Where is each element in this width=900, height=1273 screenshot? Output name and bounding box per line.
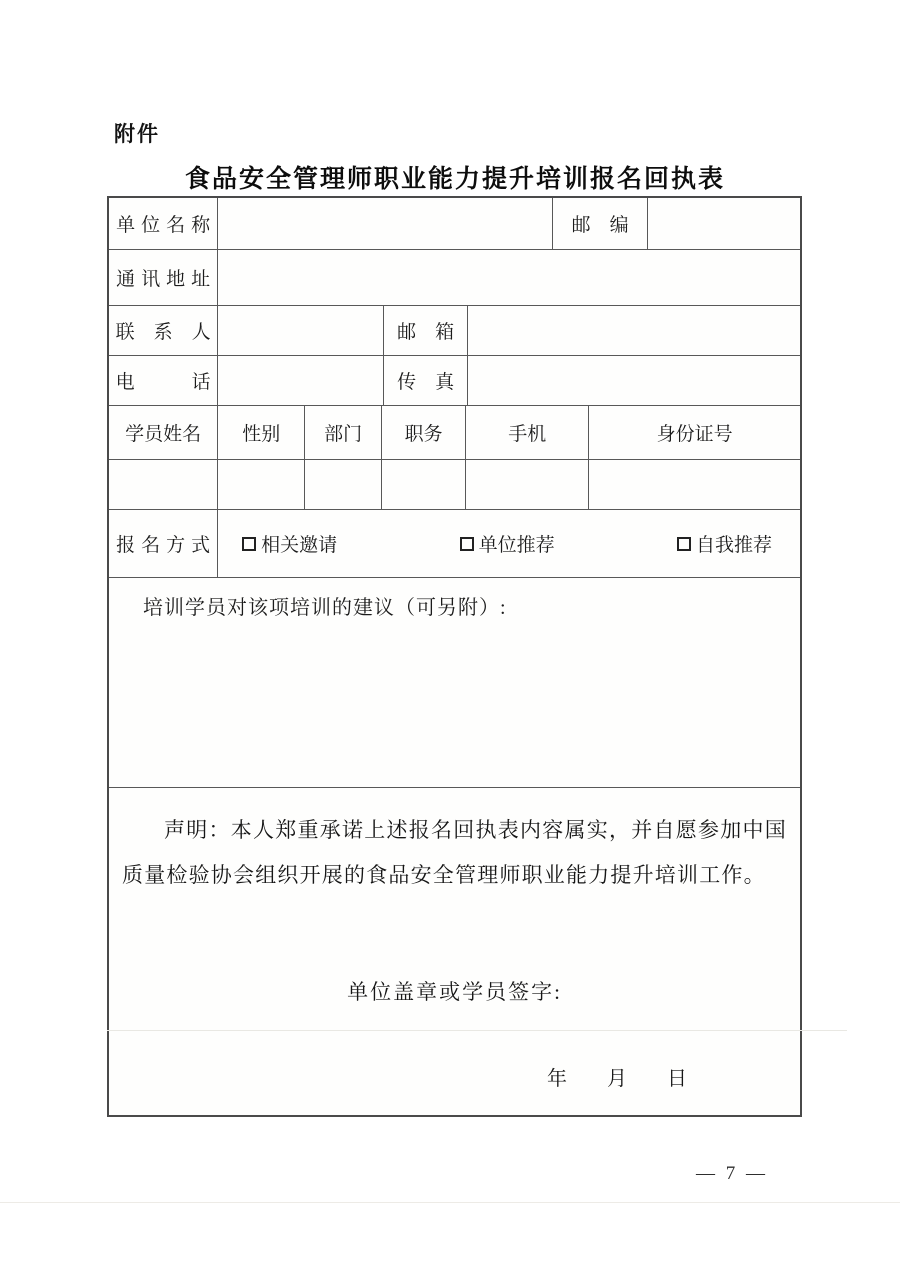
contact-label: 联 系 人 <box>115 322 211 343</box>
checkbox-icon <box>677 537 691 551</box>
mobile-field <box>466 460 589 509</box>
unit-name-field <box>218 198 553 249</box>
registration-method-label-cell <box>109 510 218 577</box>
id-number-field <box>589 460 800 509</box>
address-label: 通讯地址 <box>116 269 217 290</box>
scan-artifact-line <box>107 1030 847 1031</box>
postal-code-label: 邮 编 <box>571 215 629 236</box>
contact-field <box>218 306 384 355</box>
checkbox-icon <box>460 537 474 551</box>
gender-header-cell <box>218 406 305 459</box>
unit-name-label: 单位名称 <box>116 215 217 236</box>
address-field <box>218 250 800 305</box>
declaration-text: 声明：本人郑重承诺上述报名回执表内容属实，并自愿参加中国质量检验协会组织开展的食品安全管理师职业能力提升培训工作。 <box>122 818 787 887</box>
student-name-field <box>109 460 218 509</box>
phone-field <box>218 356 384 405</box>
checkbox-icon <box>242 537 256 551</box>
row-unit-name <box>109 198 800 250</box>
suggestions-cell <box>109 578 800 787</box>
option-related-invitation[interactable] <box>242 530 337 557</box>
registration-options-cell <box>218 510 800 577</box>
option-self-recommendation-label: 自我推荐 <box>695 535 772 556</box>
email-label: 邮 箱 <box>397 322 455 343</box>
scan-artifact-line <box>0 1202 900 1203</box>
position-field <box>382 460 466 509</box>
option-unit-recommendation[interactable] <box>460 530 555 557</box>
postal-code-label-cell <box>553 198 648 249</box>
gender-header: 性别 <box>242 424 281 445</box>
row-contact <box>109 306 800 356</box>
page-number: — 7 — <box>696 1163 768 1184</box>
email-field <box>468 306 800 355</box>
attachment-label: 附件 <box>114 122 160 146</box>
page-title: 食品安全管理师职业能力提升培训报名回执表 <box>184 166 725 193</box>
unit-name-label-cell <box>109 198 218 249</box>
postal-code-field <box>648 198 800 249</box>
email-label-cell <box>384 306 468 355</box>
fax-field <box>468 356 800 405</box>
registration-method-label: 报名方式 <box>116 535 217 556</box>
gender-field <box>218 460 305 509</box>
row-declaration <box>109 788 800 1115</box>
department-header: 部门 <box>324 424 363 445</box>
address-label-cell <box>109 250 218 305</box>
id-number-header: 身份证号 <box>656 424 733 445</box>
option-related-invitation-label: 相关邀请 <box>261 535 338 556</box>
registration-form-table <box>107 196 802 1117</box>
option-unit-recommendation-label: 单位推荐 <box>478 535 555 556</box>
row-suggestions <box>109 578 800 788</box>
department-header-cell <box>305 406 382 459</box>
fax-label: 传 真 <box>397 372 455 393</box>
signature-label: 单位盖章或学员签字: <box>347 980 562 1004</box>
declaration-cell <box>109 788 800 1115</box>
student-name-header-cell <box>109 406 218 459</box>
position-header-cell <box>382 406 466 459</box>
row-phone <box>109 356 800 406</box>
mobile-header: 手机 <box>508 424 547 445</box>
phone-label-cell <box>109 356 218 405</box>
fax-label-cell <box>384 356 468 405</box>
mobile-header-cell <box>466 406 589 459</box>
suggestions-label: 培训学员对该项培训的建议（可另附）: <box>143 597 507 619</box>
student-name-header: 学员姓名 <box>125 424 202 445</box>
position-header: 职务 <box>404 424 443 445</box>
contact-label-cell <box>109 306 218 355</box>
option-self-recommendation[interactable] <box>677 530 772 557</box>
row-student-entry <box>109 460 800 510</box>
id-number-header-cell <box>589 406 800 459</box>
department-field <box>305 460 382 509</box>
row-registration-method <box>109 510 800 578</box>
row-student-headers <box>109 406 800 460</box>
row-address <box>109 250 800 306</box>
phone-label: 电 话 <box>115 372 211 393</box>
date-line: 年 月 日 <box>547 1068 687 1090</box>
